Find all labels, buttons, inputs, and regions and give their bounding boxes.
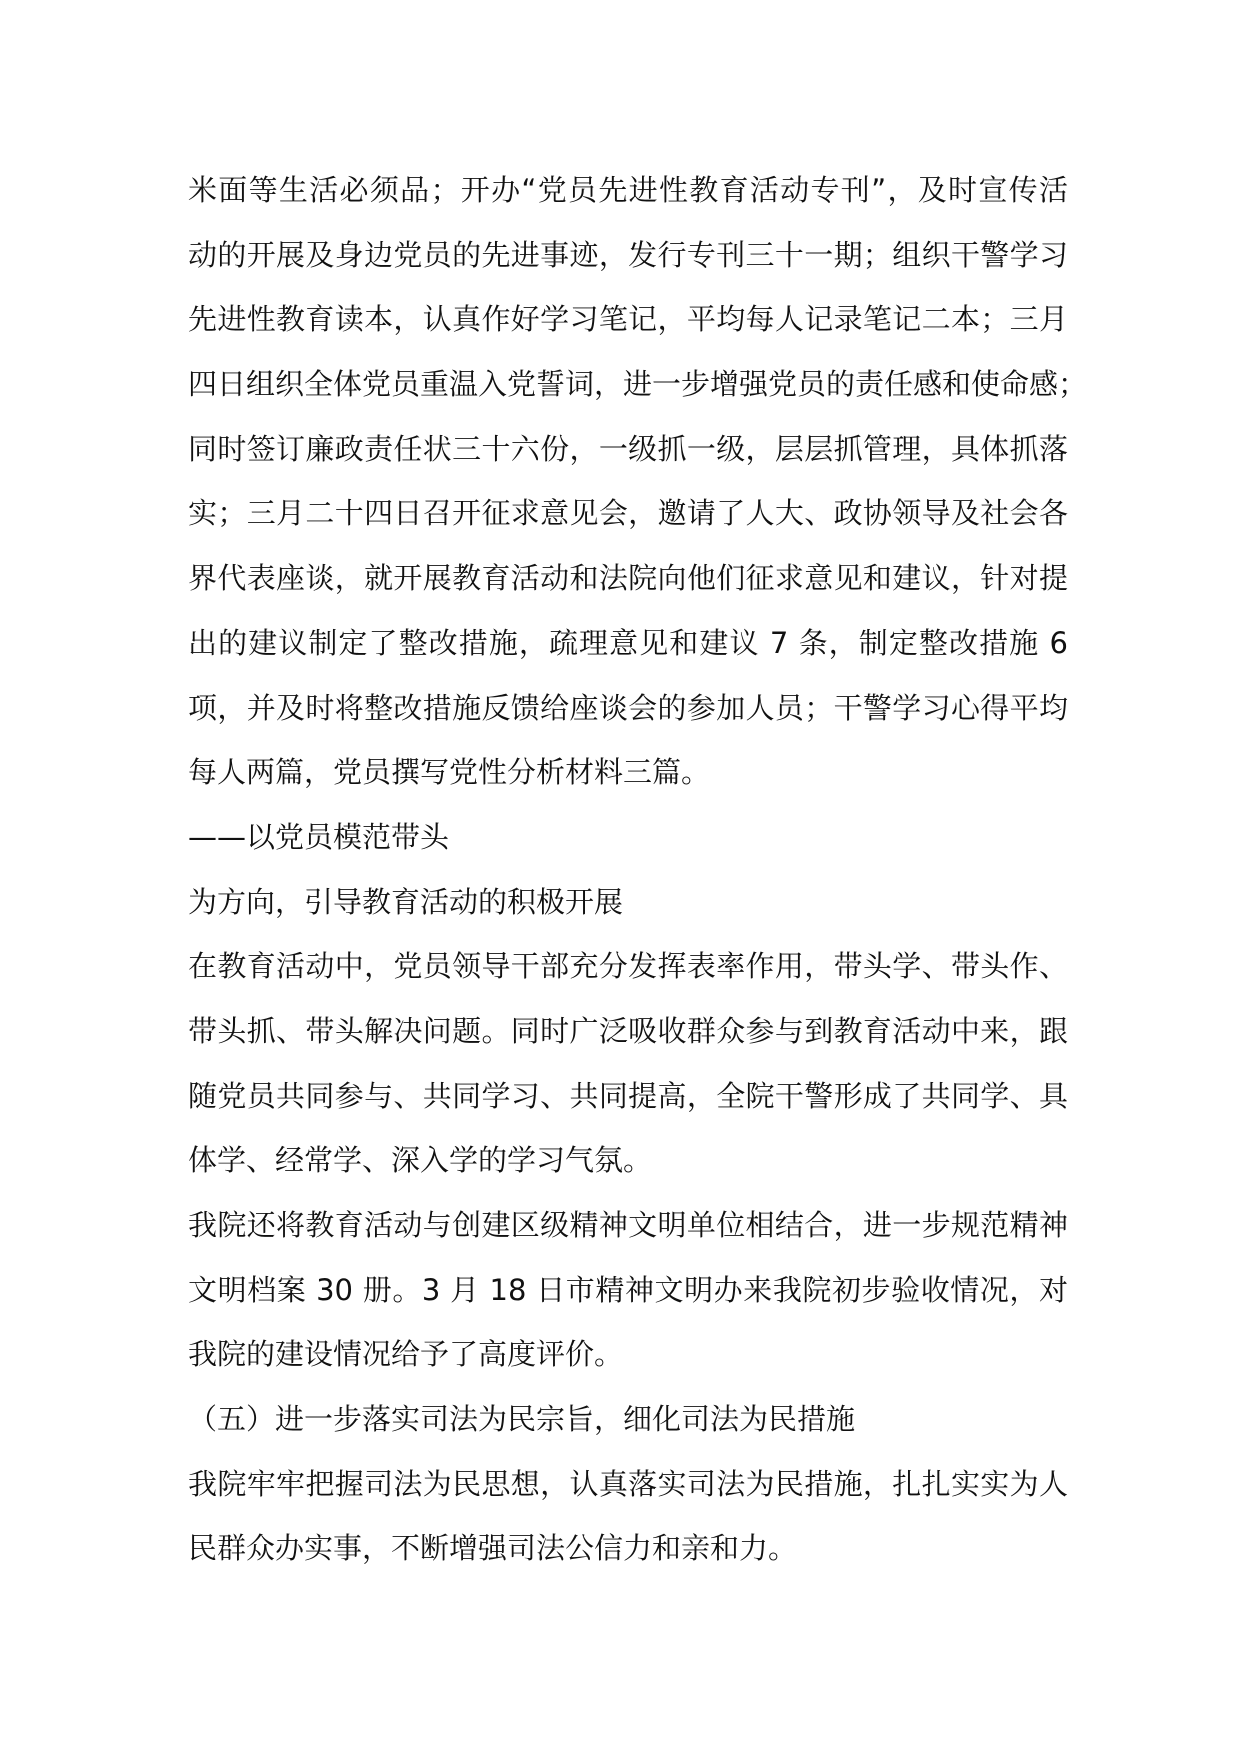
text-line: 文明档案 30 册。3 月 18 日市精神文明办来我院初步验收情况，对 — [188, 1272, 1068, 1307]
text-line: 体学、经常学、深入学的学习气氛。 — [188, 1143, 653, 1178]
text-line: 实；三月二十四日召开征求意见会，邀请了人大、政协领导及社会各 — [188, 496, 1068, 531]
text-line: 动的开展及身边党员的先进事迹，发行专刊三十一期；组织干警学习 — [188, 237, 1068, 272]
text-line: 先进性教育读本，认真作好学习笔记，平均每人记录笔记二本；三月 — [188, 302, 1068, 337]
text-line: 带头抓、带头解决问题。同时广泛吸收群众参与到教育活动中来，跟 — [188, 1013, 1068, 1048]
text-line: 在教育活动中，党员领导干部充分发挥表率作用，带头学、带头作、 — [188, 949, 1068, 984]
section-heading: 为方向，引导教育活动的积极开展 — [188, 884, 624, 919]
text-line: 项，并及时将整改措施反馈给座谈会的参加人员；干警学习心得平均 — [188, 690, 1068, 725]
text-line: 随党员共同参与、共同学习、共同提高，全院干警形成了共同学、具 — [188, 1078, 1068, 1113]
text-line: 民群众办实事，不断增强司法公信力和亲和力。 — [188, 1531, 798, 1566]
text-line: 界代表座谈，就开展教育活动和法院向他们征求意见和建议，针对提 — [188, 561, 1068, 596]
body-text — [188, 158, 1088, 1581]
text-line: 出的建议制定了整改措施，疏理意见和建议 7 条，制定整改措施 6 — [188, 625, 1068, 660]
section-heading: ——以党员模范带头 — [188, 819, 450, 854]
text-line: 我院的建设情况给予了高度评价。 — [188, 1337, 624, 1372]
text-line: 同时签订廉政责任状三十六份，一级抓一级，层层抓管理，具体抓落 — [188, 431, 1068, 466]
text-line: 四日组织全体党员重温入党誓词，进一步增强党员的责任感和使命感； — [188, 367, 1088, 402]
text-line: 我院还将教育活动与创建区级精神文明单位相结合，进一步规范精神 — [188, 1208, 1068, 1242]
text-line: 每人两篇，党员撰写党性分析材料三篇。 — [188, 755, 711, 790]
text-line: 米面等生活必须品；开办“党员先进性教育活动专刊”，及时宣传活 — [188, 173, 1068, 207]
text-line: 我院牢牢把握司法为民思想，认真落实司法为民措施，扎扎实实为人 — [188, 1466, 1068, 1501]
section-heading: （五）进一步落实司法为民宗旨，细化司法为民措施 — [188, 1402, 856, 1437]
